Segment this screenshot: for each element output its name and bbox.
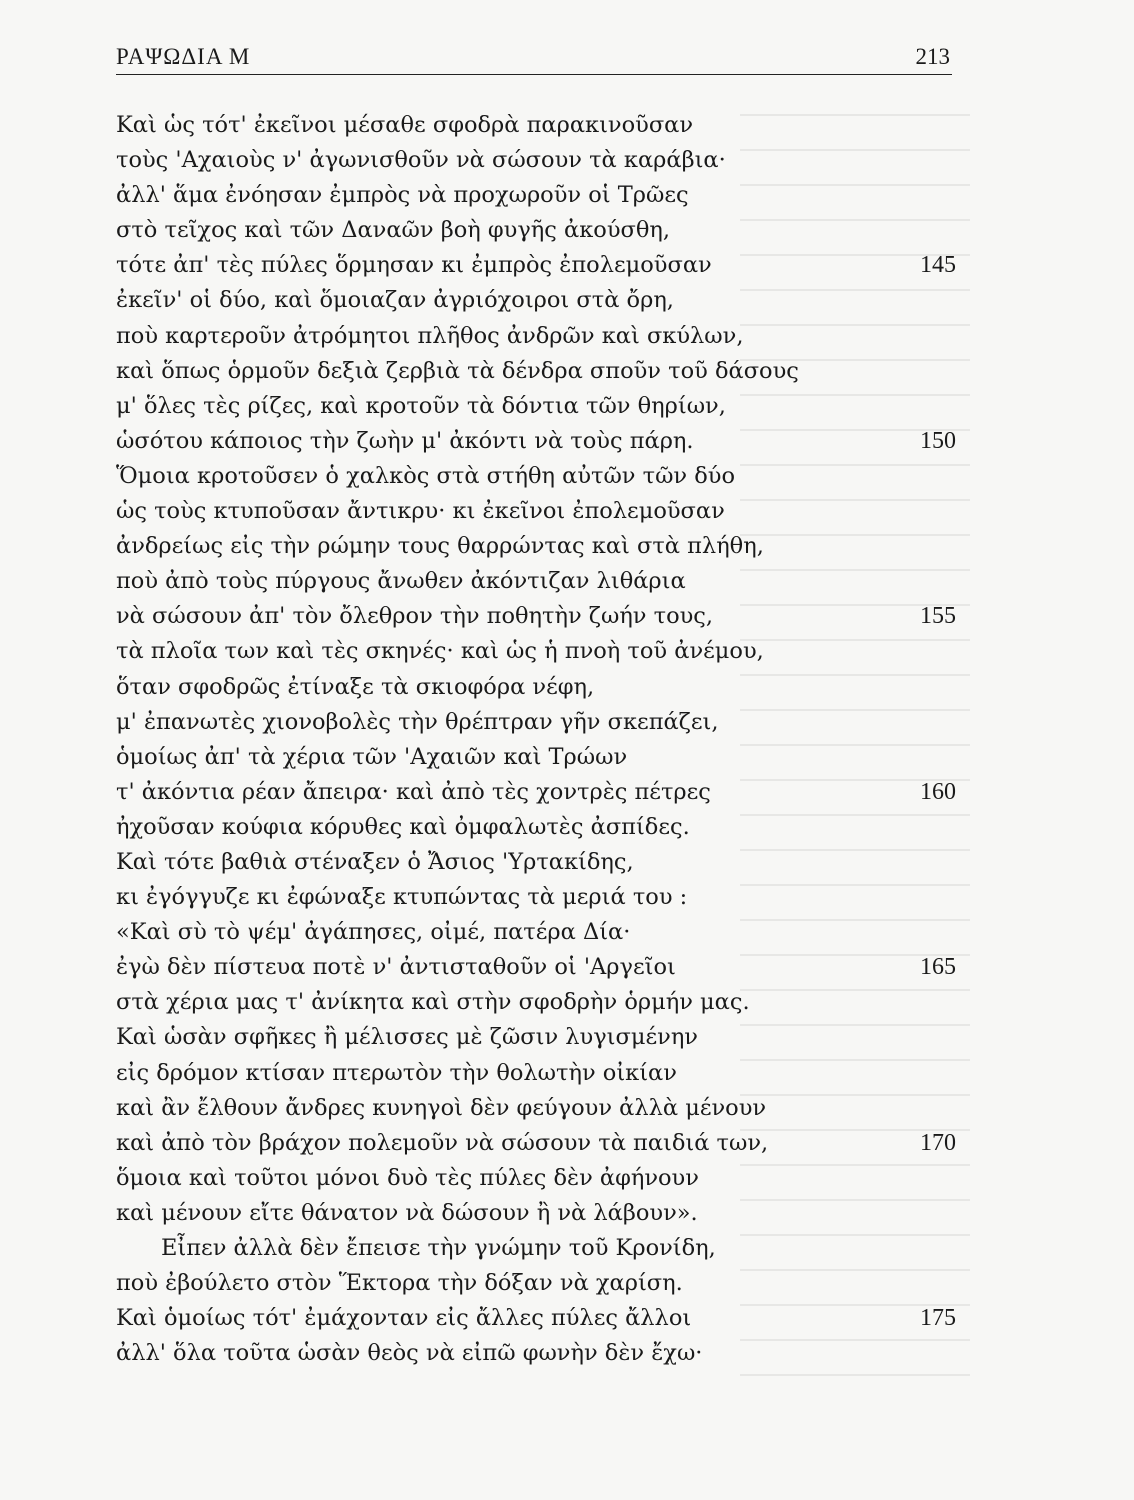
verse-text: Εἶπεν ἀλλὰ δὲν ἔπεισε τὴν γνώμην τοῦ Κρονίδη, — [161, 1235, 716, 1261]
verse-line — [116, 1196, 956, 1231]
page-number: 213 — [915, 44, 950, 69]
verse-line — [116, 985, 956, 1020]
verse-line — [116, 599, 956, 634]
verse-text: ἐκεῖν' οἱ δύο, καὶ ὅμοιαζαν ἀγριόχοιροι στὰ ὄρη, — [116, 287, 674, 314]
verse-line — [116, 283, 956, 318]
verse-line — [116, 319, 956, 354]
verse-line — [116, 880, 956, 915]
verse-text: ἠχοῦσαν κούφια κόρυθες καὶ ὀμφαλωτὲς ἀσπίδες. — [116, 813, 690, 840]
verse-line — [116, 1056, 956, 1091]
verse-line — [116, 354, 956, 389]
verse-line — [116, 810, 956, 845]
verse-line — [116, 775, 956, 810]
verse-line — [116, 529, 956, 564]
verse-line — [116, 1091, 956, 1126]
line-number: 155 — [920, 603, 956, 630]
verse-line — [116, 494, 956, 529]
running-header — [116, 40, 952, 75]
verse-line — [116, 108, 956, 143]
line-number: 145 — [920, 252, 956, 279]
verse-text: ὅταν σφοδρῶς ἐτίναξε τὰ σκιοφόρα νέφη, — [116, 673, 595, 700]
verse-text: Καὶ ὡσὰν σφῆκες ἢ μέλισσες μὲ ζῶσιν λυγισμένην — [116, 1024, 698, 1051]
verse-text: ἀνδρείως εἰς τὴν ρώμην τους θαρρώντας καὶ στὰ πλήθη, — [116, 533, 764, 560]
verse-text: καὶ ἂν ἔλθουν ἄνδρες κυνηγοὶ δὲν φεύγουν ἀλλὰ μένουν — [116, 1094, 767, 1121]
verse-text: «Καὶ σὺ τὸ ψέμ' ἀγάπησες, οἰμέ, πατέρα Δία· — [116, 919, 631, 946]
verse-line — [116, 424, 956, 459]
verse-text: στὸ τεῖχος καὶ τῶν Δαναῶν βοὴ φυγῆς ἀκούσθη, — [116, 217, 671, 244]
verse-line — [116, 459, 956, 494]
verse-text: τ' ἀκόντια ρέαν ἄπειρα· καὶ ἀπὸ τὲς χοντρὲς πέτρες — [116, 778, 711, 805]
verse-text: Καὶ ὡς τότ' ἐκεῖνοι μέσαθε σφοδρὰ παρακινοῦσαν — [116, 112, 694, 138]
verse-line — [116, 1126, 956, 1161]
verse-line — [116, 1161, 956, 1196]
verse-text: εἰς δρόμον κτίσαν πτερωτὸν τὴν θολωτὴν οἰκίαν — [116, 1059, 677, 1086]
verse-text: κι ἐγόγγυζε κι ἐφώναξε κτυπώντας τὰ μεριά του : — [116, 884, 688, 911]
verse-text: νὰ σώσουν ἀπ' τὸν ὄλεθρον τὴν ποθητὴν ζωήν τους, — [116, 603, 714, 630]
verse-text: καὶ μένουν εἴτε θάνατον νὰ δώσουν ἢ νὰ λάβουν». — [116, 1199, 698, 1226]
verse-line — [116, 389, 956, 424]
verse-line — [116, 950, 956, 985]
verse-line — [116, 1301, 956, 1336]
line-number: 165 — [920, 954, 956, 981]
verse-text: Καὶ τότε βαθιὰ στέναξεν ὁ Ἄσιος 'Υρτακίδης, — [116, 848, 634, 875]
verse-text: ὅμοια καὶ τοῦτοι μόνοι δυὸ τὲς πύλες δὲν ἀφήνουν — [116, 1164, 699, 1191]
verse-text: ἐγὼ δὲν πίστευα ποτὲ ν' ἀντισταθοῦν οἱ 'Αργεῖοι — [116, 954, 676, 981]
verse-line — [116, 213, 956, 248]
poem-text — [116, 108, 956, 1371]
verse-text: τοὺς 'Αχαιοὺς ν' ἀγωνισθοῦν νὰ σώσουν τὰ καράβια· — [116, 147, 726, 174]
verse-line — [116, 1336, 956, 1371]
verse-text: στὰ χέρια μας τ' ἀνίκητα καὶ στὴν σφοδρὴν ὁρμήν μας. — [116, 989, 750, 1016]
verse-text: Καὶ ὁμοίως τότ' ἐμάχονταν εἰς ἄλλες πύλες ἄλλοι — [116, 1305, 692, 1332]
verse-text: Ὅμοια κροτοῦσεν ὁ χαλκὸς στὰ στήθη αὐτῶν τῶν δύο — [116, 462, 736, 489]
verse-text: μ' ὅλες τὲς ρίζες, καὶ κροτοῦν τὰ δόντια τῶν θηρίων, — [116, 392, 726, 419]
verse-line — [116, 740, 956, 775]
verse-line — [116, 1020, 956, 1055]
line-number: 160 — [920, 778, 956, 805]
verse-text: ἀλλ' ἅμα ἐνόησαν ἐμπρὸς νὰ προχωροῦν οἱ Τρῶες — [116, 182, 689, 209]
verse-text: ὡσότου κάποιος τὴν ζωὴν μ' ἀκόντι νὰ τοὺς πάρη. — [116, 427, 694, 454]
verse-line — [116, 248, 956, 283]
verse-line — [116, 634, 956, 669]
verse-text: ἀλλ' ὅλα τοῦτα ὡσὰν θεὸς νὰ εἰπῶ φωνὴν δὲν ἔχω· — [116, 1340, 703, 1367]
line-number: 170 — [920, 1129, 956, 1156]
verse-line — [116, 143, 956, 178]
line-number: 150 — [920, 427, 956, 454]
line-number: 175 — [920, 1305, 956, 1332]
verse-line — [116, 1231, 956, 1266]
running-title: ΡΑΨΩΔΙΑ Μ — [116, 44, 251, 69]
verse-text: ποὺ καρτεροῦν ἀτρόμητοι πλῆθος ἀνδρῶν καὶ σκύλων, — [116, 322, 744, 349]
verse-text: ὡς τοὺς κτυποῦσαν ἄντικρυ· κι ἐκεῖνοι ἐπολεμοῦσαν — [116, 498, 725, 525]
verse-line — [116, 705, 956, 740]
verse-line — [116, 670, 956, 705]
verse-text: ποὺ ἐβούλετο στὸν Ἕκτορα τὴν δόξαν νὰ χαρίση. — [116, 1270, 683, 1297]
verse-text: ποὺ ἀπὸ τοὺς πύργους ἄνωθεν ἀκόντιζαν λιθάρια — [116, 568, 686, 595]
verse-line — [116, 564, 956, 599]
verse-text: μ' ἐπανωτὲς χιονοβολὲς τὴν θρέπτραν γῆν σκεπάζει, — [116, 708, 719, 735]
verse-line — [116, 845, 956, 880]
verse-text: τὰ πλοῖα των καὶ τὲς σκηνές· καὶ ὡς ἡ πνοὴ τοῦ ἀνέμου, — [116, 638, 764, 665]
verse-text: καὶ ἀπὸ τὸν βράχον πολεμοῦν νὰ σώσουν τὰ παιδιά των, — [116, 1129, 769, 1156]
verse-text: ὁμοίως ἀπ' τὰ χέρια τῶν 'Αχαιῶν καὶ Τρώων — [116, 743, 628, 770]
verse-text: τότε ἀπ' τὲς πύλες ὅρμησαν κι ἐμπρὸς ἐπολεμοῦσαν — [116, 252, 712, 279]
verse-line — [116, 1266, 956, 1301]
verse-line — [116, 915, 956, 950]
verse-line — [116, 178, 956, 213]
verse-text: καὶ ὅπως ὁρμοῦν δεξιὰ ζερβιὰ τὰ δένδρα σποῦν τοῦ δάσους — [116, 357, 799, 384]
